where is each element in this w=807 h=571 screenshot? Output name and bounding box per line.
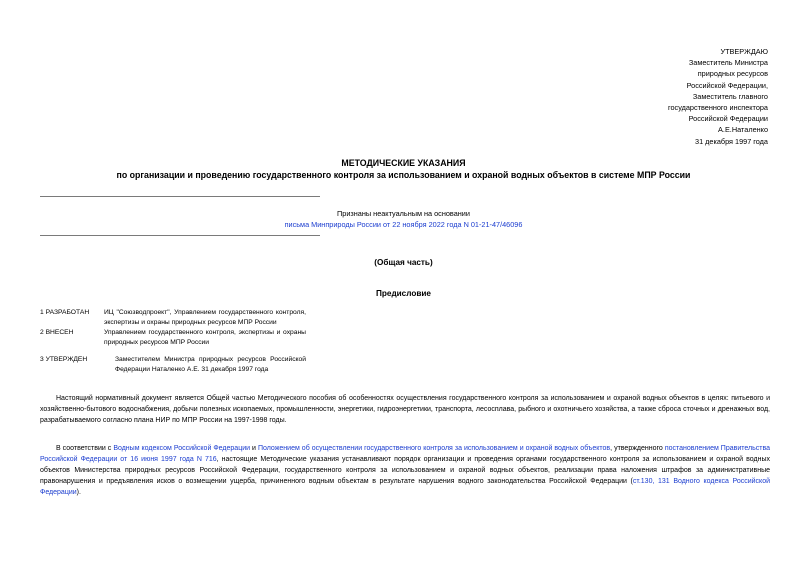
approval-block [668,46,768,147]
paragraph-text: ). [76,489,81,496]
government-decree-link[interactable]: постановлением Правительства Российской Федерации от 16 июня 1997 года N 716 [40,445,771,463]
preface-item-text: Заместителем Министра природных ресурсов Российской Федерации Наталенко А.Е. 31 декабря 1997 года [115,356,306,373]
regulation-link[interactable]: Положением об осуществлении государственного контроля за использованием и охраной водных объектов [257,445,611,452]
section-subtitle: (Общая часть) [374,258,433,267]
approval-line: Российской Федерации [688,114,768,124]
document-subtitle-line: по организации и проведению государственного контроля за использованием и охраной водных объектов в системе МПР России [116,170,691,180]
approval-line: природных ресурсов [697,69,768,79]
status-link[interactable]: письма Минприроды России от 22 ноября 2022 года N 01-21-47/46096 [284,220,523,229]
preface-item-text: Управлением государственного контроля, экспертизы и охраны природных ресурсов МПР России [104,329,306,346]
preface-heading: Предисловие [376,289,431,298]
paragraph-text: В соответствии с [56,445,114,452]
legal-basis-paragraph [40,443,770,498]
preface-item-text: ИЦ "Союзводпроект", Управлением государственного контроля, экспертизы и охраны природных ресурсов МПР России [104,309,306,326]
water-code-articles-link[interactable]: ст.130, 131 Водного кодекса Российской Федерации [40,478,771,496]
divider-top [40,196,320,197]
water-code-link[interactable]: Водным кодексом Российской Федерации [113,445,251,452]
preface-item-label: 1 РАЗРАБОТАН [40,309,90,316]
status-note: Признаны неактуальным на основании [337,209,470,218]
paragraph-text: , утвержденного [610,445,665,452]
paragraph-text: и [250,445,258,452]
paragraph-text: , настоящие Методические указания устанавливают порядок организации и проведения органами государственного контроля за использованием и охраной водных объектов Министерства природных ресурсов Российской Федерации, государственного контроля за использованием и охраной водных объектов, реализации права наложения штрафов за административные правонарушения и предъявления исков о возмещении ущерба, причиненного водным объектам в результате нарушения водного законодательства Российской Федерации ( [40,456,771,485]
approval-line: Заместитель главного [692,91,768,101]
document-title: МЕТОДИЧЕСКИЕ УКАЗАНИЯ [341,158,466,168]
intro-paragraph: Настоящий нормативный документ является Общей частью Методического пособия об особенностях осуществления государственного контроля за использованием и охраной водных объектов в целях: питьевого и хозяйственно-бытового водоснабжения, добычи полезных ископаемых, промышленности, энергетики, гидроэнергетики, транспорта, лесосплава, рыбного и охотничьего хозяйства, а также сброса сточных и дренажных вод, разрабатываемого согласно плана НИР по МПР России на 1997-1998 годы. [40,395,770,424]
approval-line: УТВЕРЖДАЮ [720,47,768,56]
preface-item-label: 3 УТВЕРЖДЕН [40,356,88,363]
approval-line: государственного инспектора [667,103,768,113]
divider-bottom [40,235,320,236]
approval-line: Заместитель Министра [688,58,768,68]
approval-line: А.Е.Наталенко [718,125,768,135]
preface-item-label: 2 ВНЕСЕН [40,329,74,336]
approval-line: Российской Федерации, [686,80,768,90]
approval-line: 31 декабря 1997 года [695,136,768,146]
